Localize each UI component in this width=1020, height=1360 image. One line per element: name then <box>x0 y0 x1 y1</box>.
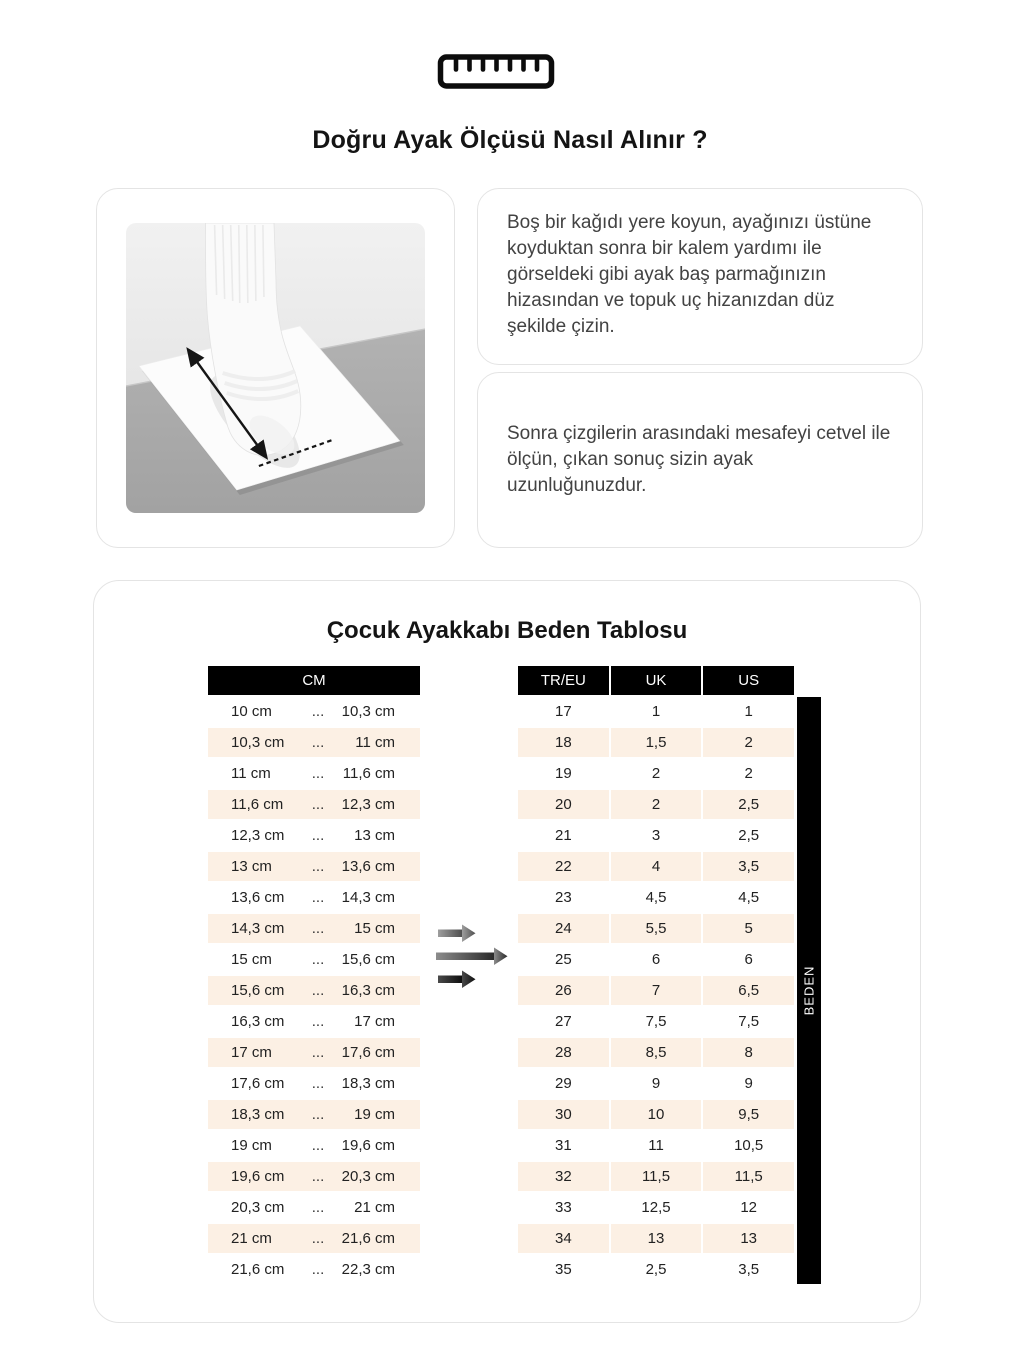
size-uk-value: 12,5 <box>611 1193 702 1222</box>
cm-table-row <box>208 883 420 912</box>
cm-table-row <box>208 697 420 726</box>
cm-from-value: 19 cm <box>231 1137 272 1154</box>
size-us-value: 13 <box>703 1224 794 1253</box>
cm-range-dots: ... <box>311 858 325 875</box>
size-table-row <box>518 852 794 881</box>
page-title: Doğru Ayak Ölçüsü Nasıl Alınır ? <box>312 126 708 154</box>
cm-table-row <box>208 1224 420 1253</box>
cm-to-value: 19 cm <box>354 1106 395 1123</box>
cm-range-dots: ... <box>311 1168 325 1185</box>
size-table-body <box>518 697 794 1284</box>
size-us-value: 6,5 <box>703 976 794 1005</box>
size-us-value: 4,5 <box>703 883 794 912</box>
size-uk-value: 11,5 <box>611 1162 702 1191</box>
size-treu-value: 23 <box>518 883 609 912</box>
size-treu-value: 28 <box>518 1038 609 1067</box>
cm-range-dots: ... <box>311 734 325 751</box>
size-treu-value: 22 <box>518 852 609 881</box>
cm-table-row <box>208 728 420 757</box>
cm-table-row <box>208 759 420 788</box>
cm-from-value: 13 cm <box>231 858 272 875</box>
instruction-step-2 <box>477 372 923 548</box>
international-size-table <box>518 666 794 1284</box>
cm-to-value: 22,3 cm <box>341 1261 395 1278</box>
size-us-value: 2,5 <box>703 790 794 819</box>
size-treu-value: 19 <box>518 759 609 788</box>
cm-table-row <box>208 1131 420 1160</box>
size-chart-title: Çocuk Ayakkabı Beden Tablosu <box>326 617 688 644</box>
instruction-step-1-text: Boş bir kağıdı yere koyun, ayağınızı üstüne koyduktan sonra bir kalem yardımı ile görseldeki gibi ayak baş parmağınızın hizasından ve topuk uç hizanızdan düz şekilde çizin. <box>507 212 872 337</box>
size-us-value: 9 <box>703 1069 794 1098</box>
size-table-header-row <box>518 666 794 695</box>
cm-to-value: 18,3 cm <box>341 1075 395 1092</box>
size-uk-value: 9 <box>611 1069 702 1098</box>
size-uk-value: 13 <box>611 1224 702 1253</box>
size-treu-value: 30 <box>518 1100 609 1129</box>
size-table-row <box>518 1038 794 1067</box>
cm-from-value: 17,6 cm <box>231 1075 285 1092</box>
cm-range-dots: ... <box>311 889 325 906</box>
cm-range-dots: ... <box>311 1075 325 1092</box>
cm-table-row <box>208 1069 420 1098</box>
cm-to-value: 11,6 cm <box>342 765 395 782</box>
cm-table-row <box>208 976 420 1005</box>
size-treu-value: 25 <box>518 945 609 974</box>
size-treu-value: 27 <box>518 1007 609 1036</box>
cm-to-value: 21 cm <box>354 1199 395 1216</box>
beden-side-bar <box>797 697 821 1284</box>
size-treu-value: 29 <box>518 1069 609 1098</box>
cm-from-value: 11,6 cm <box>231 796 284 813</box>
ruler-icon <box>437 53 555 91</box>
cm-range-dots: ... <box>311 1199 325 1216</box>
cm-range-dots: ... <box>311 1044 325 1061</box>
cm-range-dots: ... <box>311 982 325 999</box>
cm-to-value: 21,6 cm <box>341 1230 395 1247</box>
cm-table-row <box>208 790 420 819</box>
cm-range-dots: ... <box>311 1230 325 1247</box>
size-treu-value: 32 <box>518 1162 609 1191</box>
size-uk-value: 5,5 <box>611 914 702 943</box>
cm-range-dots: ... <box>311 1137 325 1154</box>
size-us-value: 8 <box>703 1038 794 1067</box>
size-uk-value: 11 <box>611 1131 702 1160</box>
size-us-value: 2 <box>703 759 794 788</box>
cm-from-value: 15 cm <box>231 951 272 968</box>
size-uk-value: 8,5 <box>611 1038 702 1067</box>
size-us-value: 3,5 <box>703 852 794 881</box>
size-treu-value: 31 <box>518 1131 609 1160</box>
size-us-value: 12 <box>703 1193 794 1222</box>
size-table-row <box>518 914 794 943</box>
size-table-row <box>518 1100 794 1129</box>
cm-from-value: 12,3 cm <box>231 827 285 844</box>
size-table-row <box>518 976 794 1005</box>
cm-from-value: 19,6 cm <box>231 1168 285 1185</box>
cm-to-value: 10,3 cm <box>341 703 395 720</box>
size-us-value: 7,5 <box>703 1007 794 1036</box>
cm-to-value: 11 cm <box>355 734 395 751</box>
cm-from-value: 17 cm <box>231 1044 272 1061</box>
cm-from-value: 18,3 cm <box>231 1106 285 1123</box>
size-uk-value: 2,5 <box>611 1255 702 1284</box>
cm-range-dots: ... <box>311 765 325 782</box>
cm-to-value: 16,3 cm <box>341 982 395 999</box>
size-us-value: 2 <box>703 728 794 757</box>
size-us-value: 1 <box>703 697 794 726</box>
size-table-row <box>518 1162 794 1191</box>
measurement-photo-card <box>96 188 455 548</box>
cm-from-value: 16,3 cm <box>231 1013 285 1030</box>
size-us-value: 10,5 <box>703 1131 794 1160</box>
cm-to-value: 20,3 cm <box>341 1168 395 1185</box>
cm-to-value: 13,6 cm <box>341 858 395 875</box>
cm-from-value: 21 cm <box>231 1230 272 1247</box>
beden-side-label: BEDEN <box>801 965 817 1016</box>
cm-range-dots: ... <box>311 1106 325 1123</box>
size-table-row <box>518 1069 794 1098</box>
size-uk-value: 3 <box>611 821 702 850</box>
foot-measurement-photo <box>126 223 425 513</box>
cm-range-dots: ... <box>311 1013 325 1030</box>
size-us-value: 6 <box>703 945 794 974</box>
size-uk-value: 1,5 <box>611 728 702 757</box>
size-treu-value: 20 <box>518 790 609 819</box>
cm-table-row <box>208 821 420 850</box>
size-treu-value: 35 <box>518 1255 609 1284</box>
cm-to-value: 17 cm <box>354 1013 395 1030</box>
size-uk-value: 2 <box>611 759 702 788</box>
cm-table-row <box>208 945 420 974</box>
cm-from-value: 15,6 cm <box>231 982 285 999</box>
size-chart-card <box>93 580 921 1323</box>
size-table-row <box>518 1224 794 1253</box>
size-treu-value: 26 <box>518 976 609 1005</box>
size-uk-value: 7 <box>611 976 702 1005</box>
size-table-row <box>518 697 794 726</box>
size-uk-value: 7,5 <box>611 1007 702 1036</box>
cm-to-value: 19,6 cm <box>341 1137 395 1154</box>
cm-to-value: 14,3 cm <box>341 889 395 906</box>
cm-from-value: 13,6 cm <box>231 889 285 906</box>
size-us-value: 11,5 <box>703 1162 794 1191</box>
size-us-value: 2,5 <box>703 821 794 850</box>
size-treu-value: 33 <box>518 1193 609 1222</box>
cm-to-value: 13 cm <box>354 827 395 844</box>
cm-range-dots: ... <box>311 796 325 813</box>
size-table-row <box>518 1007 794 1036</box>
cm-table-row <box>208 914 420 943</box>
size-us-value: 3,5 <box>703 1255 794 1284</box>
size-table-row <box>518 790 794 819</box>
cm-range-dots: ... <box>311 951 325 968</box>
size-table-header-us: US <box>703 666 794 695</box>
size-treu-value: 34 <box>518 1224 609 1253</box>
cm-to-value: 12,3 cm <box>341 796 395 813</box>
size-table-row <box>518 883 794 912</box>
size-table-header-uk: UK <box>611 666 702 695</box>
cm-from-value: 14,3 cm <box>231 920 285 937</box>
cm-table-row <box>208 1038 420 1067</box>
size-treu-value: 18 <box>518 728 609 757</box>
cm-table-row <box>208 1007 420 1036</box>
cm-table <box>208 666 420 1284</box>
cm-table-body <box>208 697 420 1284</box>
size-uk-value: 10 <box>611 1100 702 1129</box>
cm-to-value: 17,6 cm <box>341 1044 395 1061</box>
size-treu-value: 17 <box>518 697 609 726</box>
size-treu-value: 24 <box>518 914 609 943</box>
size-table-row <box>518 821 794 850</box>
size-table-row <box>518 1193 794 1222</box>
cm-table-row <box>208 1100 420 1129</box>
cm-from-value: 21,6 cm <box>231 1261 285 1278</box>
size-table-header-treu: TR/EU <box>518 666 609 695</box>
size-table-row <box>518 945 794 974</box>
size-table-row <box>518 1255 794 1284</box>
cm-from-value: 10,3 cm <box>231 734 285 751</box>
instruction-step-1 <box>477 188 923 365</box>
size-table-row <box>518 1131 794 1160</box>
cm-table-row <box>208 1193 420 1222</box>
size-us-value: 5 <box>703 914 794 943</box>
size-treu-value: 21 <box>518 821 609 850</box>
table-gap <box>420 666 518 1284</box>
cm-to-value: 15 cm <box>354 920 395 937</box>
cm-table-row <box>208 852 420 881</box>
size-uk-value: 1 <box>611 697 702 726</box>
cm-range-dots: ... <box>311 920 325 937</box>
size-table-row <box>518 728 794 757</box>
cm-range-dots: ... <box>311 827 325 844</box>
size-uk-value: 4 <box>611 852 702 881</box>
cm-from-value: 20,3 cm <box>231 1199 285 1216</box>
cm-table-row <box>208 1255 420 1284</box>
size-uk-value: 6 <box>611 945 702 974</box>
size-uk-value: 2 <box>611 790 702 819</box>
size-us-value: 9,5 <box>703 1100 794 1129</box>
cm-table-header: CM <box>208 666 420 695</box>
cm-from-value: 11 cm <box>231 765 271 782</box>
size-chart-tables <box>208 666 821 1284</box>
transfer-arrows-icon <box>436 921 508 991</box>
size-table-row <box>518 759 794 788</box>
size-uk-value: 4,5 <box>611 883 702 912</box>
cm-from-value: 10 cm <box>231 703 272 720</box>
cm-to-value: 15,6 cm <box>341 951 395 968</box>
cm-table-row <box>208 1162 420 1191</box>
cm-range-dots: ... <box>311 1261 325 1278</box>
instruction-step-2-text: Sonra çizgilerin arasındaki mesafeyi cetvel ile ölçün, çıkan sonuç sizin ayak uzunluğunuzdur. <box>507 423 891 496</box>
cm-range-dots: ... <box>311 703 325 720</box>
